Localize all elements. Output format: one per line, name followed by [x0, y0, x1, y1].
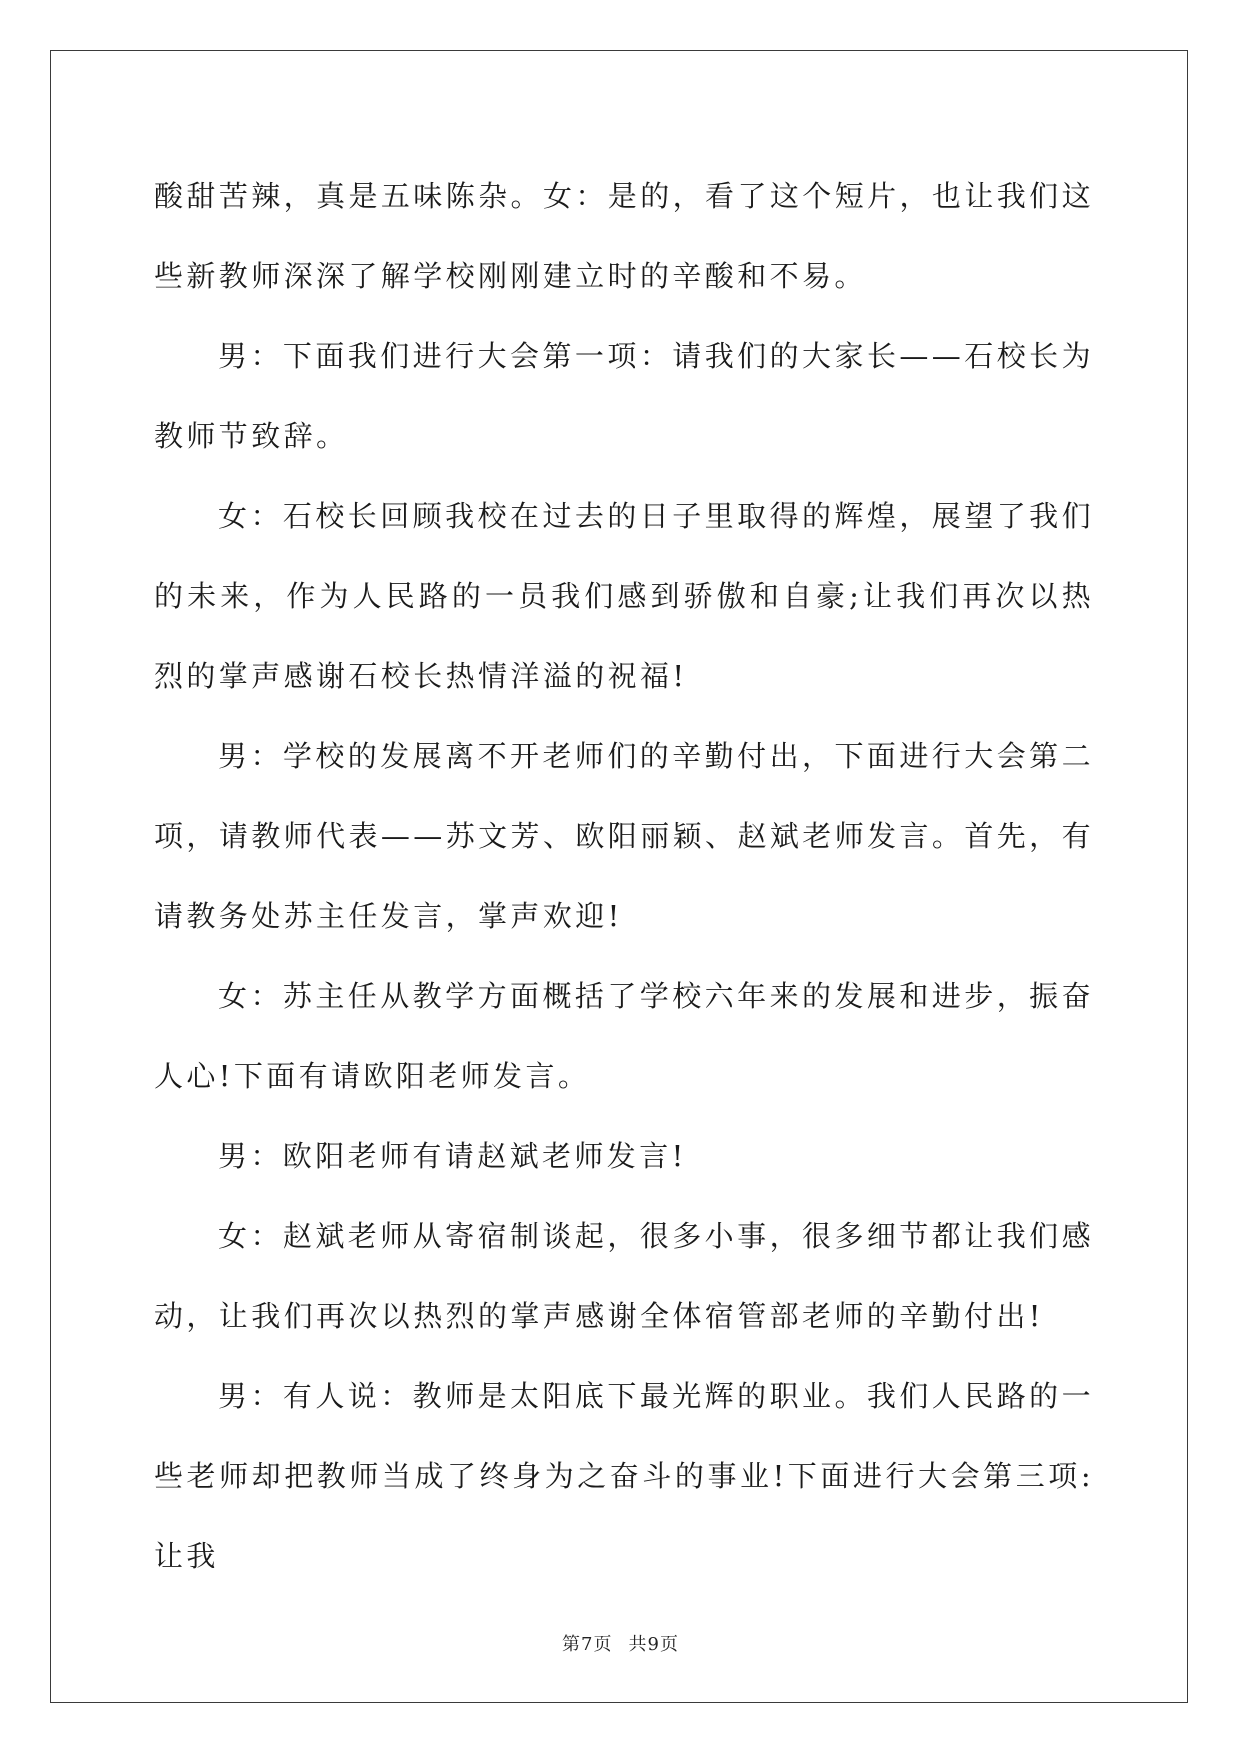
page-footer [0, 1630, 1241, 1656]
paragraph-2: 男：下面我们进行大会第一项：请我们的大家长——石校长为教师节致辞。 [154, 339, 1094, 453]
paragraph-1: 酸甜苦辣，真是五味陈杂。女：是的，看了这个短片，也让我们这些新教师深深了解学校刚刚建立时的辛酸和不易。 [154, 179, 1094, 293]
paragraph-7: 女：赵斌老师从寄宿制谈起，很多小事，很多细节都让我们感动，让我们再次以热烈的掌声感谢全体宿管部老师的辛勤付出! [154, 1219, 1094, 1333]
page-number-total: 共9页 [628, 1634, 679, 1655]
paragraph-4: 男：学校的发展离不开老师们的辛勤付出，下面进行大会第二项，请教师代表——苏文芳、欧阳丽颖、赵斌老师发言。首先，有请教务处苏主任发言，掌声欢迎! [154, 739, 1094, 933]
page-number-current: 第7页 [562, 1634, 613, 1655]
paragraph-6: 男：欧阳老师有请赵斌老师发言! [218, 1139, 687, 1173]
paragraph-5: 女：苏主任从教学方面概括了学校六年来的发展和进步，振奋人心!下面有请欧阳老师发言。 [154, 979, 1094, 1093]
paragraph-8: 男：有人说：教师是太阳底下最光辉的职业。我们人民路的一些老师却把教师当成了终身为之奋斗的事业!下面进行大会第三项:让我 [154, 1379, 1094, 1573]
document-body [154, 156, 1094, 1596]
paragraph-3: 女：石校长回顾我校在过去的日子里取得的辉煌，展望了我们的未来，作为人民路的一员我们感到骄傲和自豪;让我们再次以热烈的掌声感谢石校长热情洋溢的祝福! [154, 499, 1094, 693]
